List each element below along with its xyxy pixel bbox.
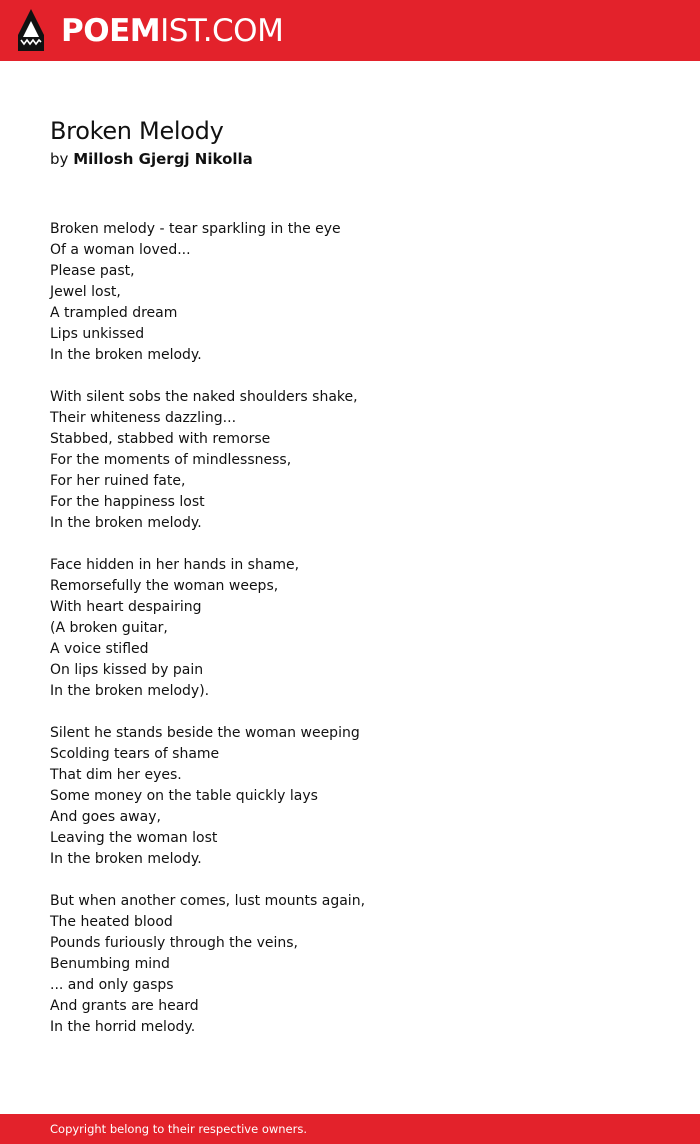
logo-light-text: IST.COM [160,13,284,49]
poem-stanza [50,219,670,366]
poem-line: Face hidden in her hands in shame, [50,557,300,573]
poem-line: On lips kissed by pain [50,662,204,678]
by-prefix: by [50,150,69,168]
poem-line: And goes away, [50,809,161,825]
poem-line: But when another comes, lust mounts again, [50,893,366,909]
poem-line: The heated blood [50,914,173,930]
poem-line: A trampled dream [50,305,178,321]
poem-line: Silent he stands beside the woman weeping [50,725,360,741]
poem-line: Jewel lost, [50,284,121,300]
poem-line: Pounds furiously through the veins, [50,935,298,951]
poem-line: In the broken melody. [50,851,202,867]
site-footer [0,1114,700,1144]
author-name[interactable]: Millosh Gjergj Nikolla [73,150,253,168]
poem-line: In the broken melody. [50,515,202,531]
poem-line: With heart despairing [50,599,202,615]
poem-line: ... and only gasps [50,977,174,993]
poem-byline [50,148,253,170]
poem-line: Benumbing mind [50,956,170,972]
poem-line: In the broken melody. [50,347,202,363]
poem-line: And grants are heard [50,998,199,1014]
poem-stanza [50,555,670,702]
poem-line: (A broken guitar, [50,620,168,636]
logo-bold-text: POEM [61,13,161,49]
poem-line: Broken melody - tear sparkling in the eye [50,221,341,237]
poem-title: Broken Melody [50,117,224,145]
poem-line: Stabbed, stabbed with remorse [50,431,271,447]
poem-stanza [50,387,670,534]
poem-line: Of a woman loved... [50,242,191,258]
poem-stanza [50,723,670,870]
poem-line: Lips unkissed [50,326,145,342]
poem-stanza [50,891,670,1038]
copyright-text: Copyright belong to their respective owners. [50,1122,308,1136]
poem-line: In the horrid melody. [50,1019,196,1035]
poem-line: With silent sobs the naked shoulders shake, [50,389,358,405]
poem-line: Their whiteness dazzling... [50,410,237,426]
poem-body [50,219,670,1059]
poem-line: Some money on the table quickly lays [50,788,318,804]
poem-line: For the moments of mindlessness, [50,452,292,468]
poem-line: Please past, [50,263,135,279]
poem-line: That dim her eyes. [50,767,182,783]
poem-line: For her ruined fate, [50,473,186,489]
pencil-icon[interactable] [18,9,44,51]
poem-line: Leaving the woman lost [50,830,218,846]
poem-line: Scolding tears of shame [50,746,220,762]
poem-line: Remorsefully the woman weeps, [50,578,279,594]
site-header [0,0,700,61]
site-logo[interactable] [61,11,283,51]
poem-line: For the happiness lost [50,494,205,510]
poem-line: In the broken melody). [50,683,210,699]
poem-line: A voice stifled [50,641,149,657]
